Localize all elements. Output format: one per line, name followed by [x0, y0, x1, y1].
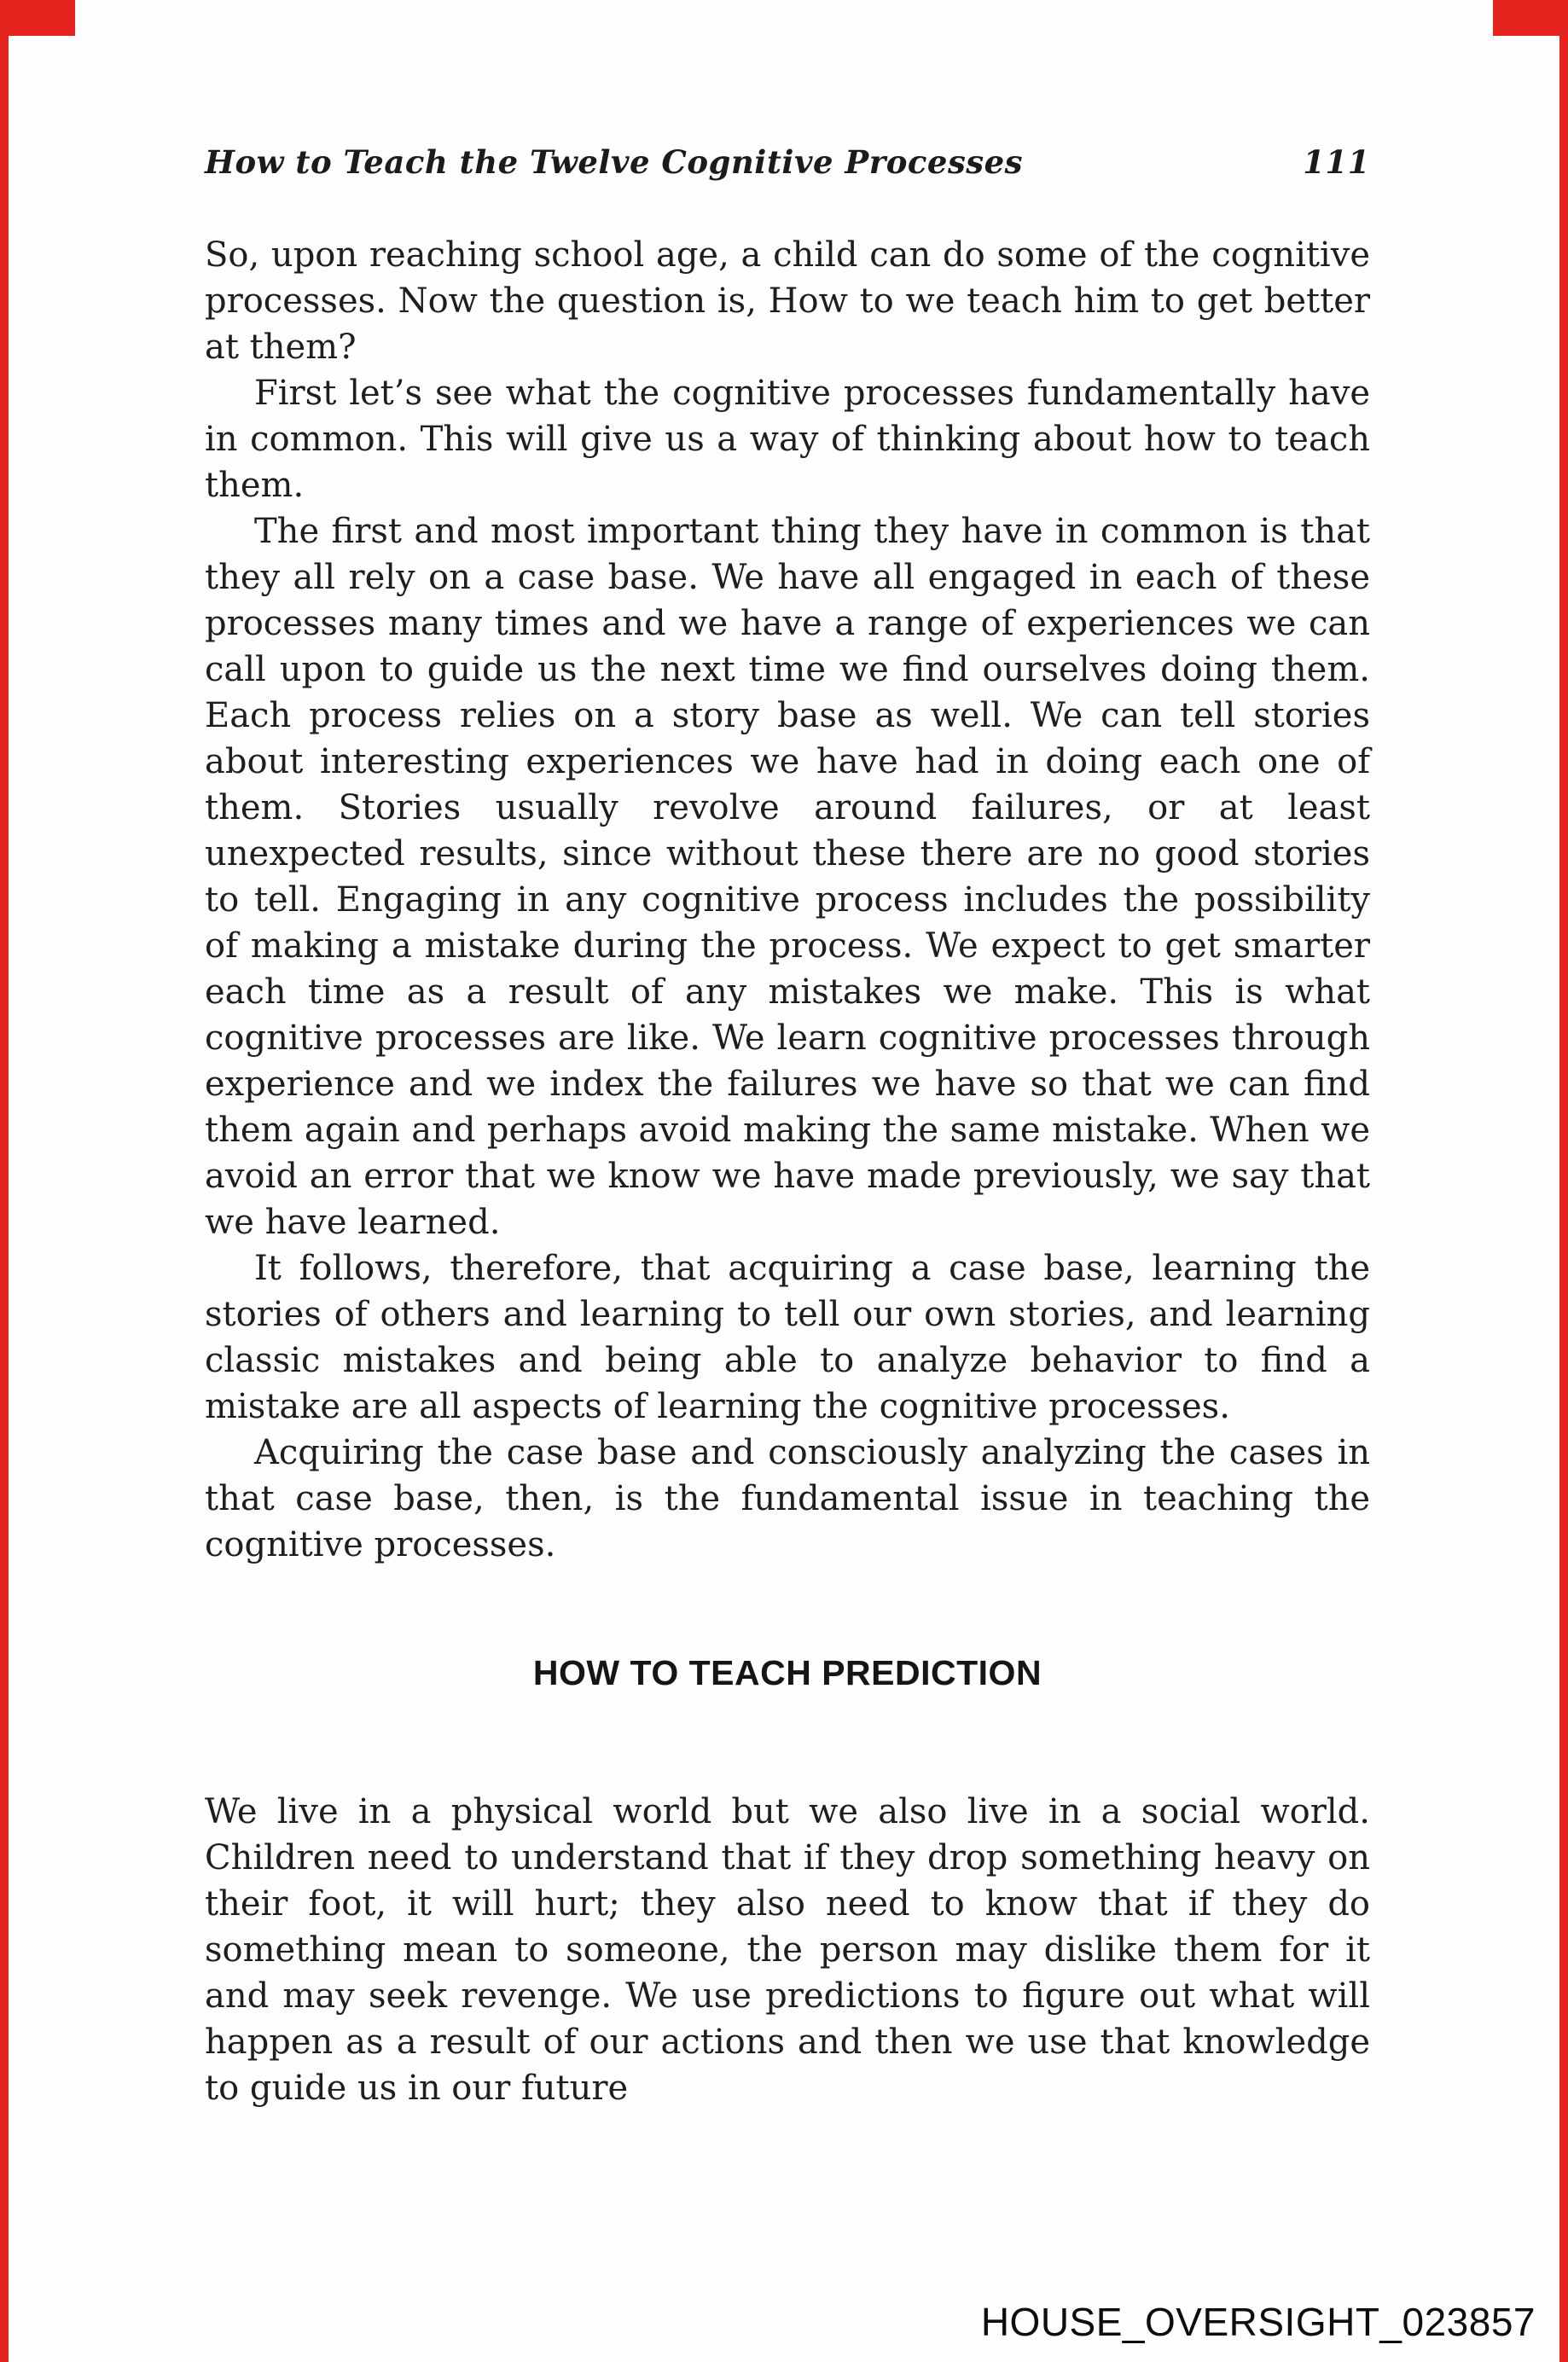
page-content [205, 143, 1370, 2111]
paragraph: It follows, therefore, that acquiring a case base, learning the stories of others and learning to tell our own stories, and learning classic mistakes and being able to analyze behavior to find a mistake are all aspects of learning the cognitive processes. [205, 1249, 1370, 1426]
paragraph: The first and most important thing they have in common is that they all rely on a case base. We have all engaged in each of these processes many times and we have a range of experiences we can call upon to guide us the next time we find ourselves doing them. Each process relies on a story base as well. We can tell stories about interesting experiences we have had in doing each one of them. Stories usually revolve around failures, or at least unexpected results, since without these there are no good stories to tell. Engaging in any cognitive process includes the possibility of making a mistake during the process. We expect to get smarter each time as a result of any mistakes we make. This is what cognitive processes are like. We learn cognitive processes through experience and we index the failures we have so that we can find them again and perhaps avoid making the same mistake. When we avoid an error that we know we have made previously, we say that we have learned. [205, 512, 1370, 1242]
paragraph: First let’s see what the cognitive processes fundamentally have in common. This will give us a way of thinking about how to teach them. [205, 374, 1370, 505]
red-scan-corner-top-left [0, 0, 75, 36]
footer-watermark: HOUSE_OVERSIGHT_023857 [980, 2300, 1536, 2344]
section-heading: HOW TO TEACH PREDICTION [532, 1653, 1042, 1692]
red-scan-corner-top-right [1493, 0, 1568, 36]
paragraph: Acquiring the case base and consciously analyzing the cases in that case base, then, is the fundamental issue in teaching the cognitive processes. [205, 1433, 1370, 1564]
running-header [205, 143, 1370, 181]
page-number: 111 [1303, 143, 1370, 181]
red-scan-edge-left [0, 0, 9, 2362]
body-text-before-heading [205, 232, 1370, 1568]
red-scan-edge-right [1559, 0, 1568, 2362]
paragraph: So, upon reaching school age, a child can do some of the cognitive processes. Now the question is, How to we teach him to get better at them? [205, 235, 1370, 367]
body-text-after-heading [205, 1789, 1370, 2111]
paragraph: We live in a physical world but we also live in a social world. Children need to understand that if they drop something heavy on their foot, it will hurt; they also need to know that if they do something mean to someone, the person may dislike them for it and may seek revenge. We use predictions to figure out what will happen as a result of our actions and then we use that knowledge to guide us in our future [205, 1792, 1370, 2108]
running-title: How to Teach the Twelve Cognitive Processes [205, 143, 1024, 181]
